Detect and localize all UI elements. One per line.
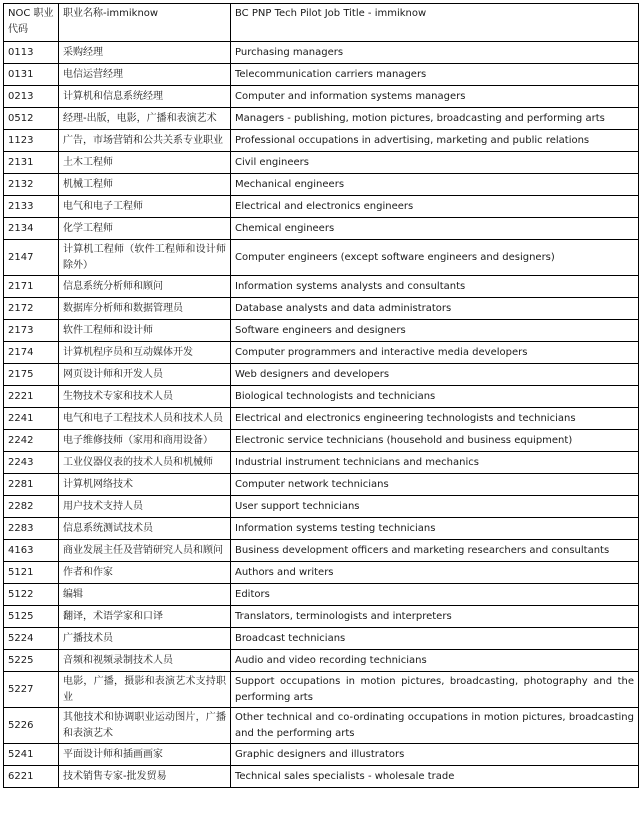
- table-row: [4, 744, 639, 766]
- chinese-title-cell: 计算机和信息系统经理: [59, 86, 231, 108]
- english-title-cell: Broadcast technicians: [231, 628, 639, 650]
- chinese-title-cell: 电气和电子工程师: [59, 196, 231, 218]
- header-english-title: BC PNP Tech Pilot Job Title - immiknow: [231, 4, 639, 42]
- chinese-title-cell: 用户技术支持人员: [59, 496, 231, 518]
- noc-code-cell: 5125: [4, 606, 59, 628]
- noc-code-cell: 6221: [4, 766, 59, 788]
- chinese-title-cell: 音频和视频录制技术人员: [59, 650, 231, 672]
- table-row: [4, 708, 639, 744]
- noc-code-cell: 2133: [4, 196, 59, 218]
- english-title-cell: Electrical and electronics engineers: [231, 196, 639, 218]
- table-row: [4, 342, 639, 364]
- table-row: [4, 672, 639, 708]
- english-title-cell: Mechanical engineers: [231, 174, 639, 196]
- noc-code-cell: 5241: [4, 744, 59, 766]
- chinese-title-cell: 作者和作家: [59, 562, 231, 584]
- table-row: [4, 298, 639, 320]
- table-row: [4, 364, 639, 386]
- english-title-cell: Business development officers and marketing researchers and consultants: [231, 540, 639, 562]
- chinese-title-cell: 工业仪器仪表的技术人员和机械师: [59, 452, 231, 474]
- table-row: [4, 584, 639, 606]
- table-row: [4, 766, 639, 788]
- table-row: [4, 320, 639, 342]
- chinese-title-cell: 采购经理: [59, 42, 231, 64]
- chinese-title-cell: 技术销售专家-批发贸易: [59, 766, 231, 788]
- english-title-cell: Civil engineers: [231, 152, 639, 174]
- chinese-title-cell: 经理-出版，电影，广播和表演艺术: [59, 108, 231, 130]
- english-title-cell: Web designers and developers: [231, 364, 639, 386]
- table-row: [4, 562, 639, 584]
- table-row: [4, 452, 639, 474]
- noc-code-cell: 5226: [4, 708, 59, 744]
- noc-code-cell: 2282: [4, 496, 59, 518]
- table-row: [4, 496, 639, 518]
- english-title-cell: Industrial instrument technicians and mechanics: [231, 452, 639, 474]
- table-row: [4, 42, 639, 64]
- noc-occupation-table: [3, 3, 639, 788]
- english-title-cell: Translators, terminologists and interpreters: [231, 606, 639, 628]
- noc-code-cell: 2173: [4, 320, 59, 342]
- english-title-cell: Information systems analysts and consultants: [231, 276, 639, 298]
- english-title-cell: Technical sales specialists - wholesale trade: [231, 766, 639, 788]
- table-row: [4, 218, 639, 240]
- chinese-title-cell: 计算机网络技术: [59, 474, 231, 496]
- english-title-cell: Authors and writers: [231, 562, 639, 584]
- chinese-title-cell: 电信运营经理: [59, 64, 231, 86]
- english-title-cell: Electronic service technicians (household and business equipment): [231, 430, 639, 452]
- table-row: [4, 430, 639, 452]
- noc-code-cell: 5121: [4, 562, 59, 584]
- table-row: [4, 130, 639, 152]
- noc-code-cell: 2147: [4, 240, 59, 276]
- table-row: [4, 386, 639, 408]
- table-row: [4, 408, 639, 430]
- english-title-cell: Computer engineers (except software engineers and designers): [231, 240, 639, 276]
- noc-code-cell: 2283: [4, 518, 59, 540]
- chinese-title-cell: 土木工程师: [59, 152, 231, 174]
- table-row: [4, 152, 639, 174]
- chinese-title-cell: 翻译，术语学家和口译: [59, 606, 231, 628]
- noc-code-cell: 2131: [4, 152, 59, 174]
- table-row: [4, 474, 639, 496]
- english-title-cell: Biological technologists and technicians: [231, 386, 639, 408]
- table-row: [4, 196, 639, 218]
- english-title-cell: Database analysts and data administrators: [231, 298, 639, 320]
- chinese-title-cell: 网页设计师和开发人员: [59, 364, 231, 386]
- noc-code-cell: 2174: [4, 342, 59, 364]
- noc-code-cell: 0131: [4, 64, 59, 86]
- chinese-title-cell: 广告，市场营销和公共关系专业职业: [59, 130, 231, 152]
- english-title-cell: Editors: [231, 584, 639, 606]
- header-noc-code: NOC 职业代码: [4, 4, 59, 42]
- noc-code-cell: 4163: [4, 540, 59, 562]
- chinese-title-cell: 商业发展主任及营销研究人员和顾问: [59, 540, 231, 562]
- chinese-title-cell: 计算机工程师（软件工程师和设计师除外）: [59, 240, 231, 276]
- noc-code-cell: 2172: [4, 298, 59, 320]
- noc-code-cell: 2281: [4, 474, 59, 496]
- table-row: [4, 86, 639, 108]
- chinese-title-cell: 数据库分析师和数据管理员: [59, 298, 231, 320]
- english-title-cell: Information systems testing technicians: [231, 518, 639, 540]
- noc-code-cell: 0512: [4, 108, 59, 130]
- table-header-row: [4, 4, 639, 42]
- table-row: [4, 628, 639, 650]
- english-title-cell: Electrical and electronics engineering technologists and technicians: [231, 408, 639, 430]
- table-row: [4, 174, 639, 196]
- english-title-cell: Professional occupations in advertising, marketing and public relations: [231, 130, 639, 152]
- noc-code-cell: 2134: [4, 218, 59, 240]
- english-title-cell: Support occupations in motion pictures, broadcasting, photography and the performing arts: [231, 672, 639, 708]
- chinese-title-cell: 机械工程师: [59, 174, 231, 196]
- english-title-cell: Software engineers and designers: [231, 320, 639, 342]
- english-title-cell: Audio and video recording technicians: [231, 650, 639, 672]
- english-title-cell: Purchasing managers: [231, 42, 639, 64]
- english-title-cell: User support technicians: [231, 496, 639, 518]
- english-title-cell: Graphic designers and illustrators: [231, 744, 639, 766]
- chinese-title-cell: 其他技术和协调职业运动图片，广播和表演艺术: [59, 708, 231, 744]
- english-title-cell: Computer and information systems managers: [231, 86, 639, 108]
- chinese-title-cell: 电影，广播，摄影和表演艺术支持职业: [59, 672, 231, 708]
- noc-code-cell: 0113: [4, 42, 59, 64]
- noc-code-cell: 5224: [4, 628, 59, 650]
- table-row: [4, 650, 639, 672]
- chinese-title-cell: 平面设计师和插画画家: [59, 744, 231, 766]
- noc-code-cell: 0213: [4, 86, 59, 108]
- noc-code-cell: 2241: [4, 408, 59, 430]
- chinese-title-cell: 软件工程师和设计师: [59, 320, 231, 342]
- english-title-cell: Other technical and co-ordinating occupations in motion pictures, broadcasting and the performing arts: [231, 708, 639, 744]
- noc-code-cell: 5227: [4, 672, 59, 708]
- chinese-title-cell: 电气和电子工程技术人员和技术人员: [59, 408, 231, 430]
- noc-code-cell: 2221: [4, 386, 59, 408]
- noc-code-cell: 2171: [4, 276, 59, 298]
- table-row: [4, 276, 639, 298]
- chinese-title-cell: 信息系统分析师和顾问: [59, 276, 231, 298]
- noc-code-cell: 1123: [4, 130, 59, 152]
- noc-code-cell: 2132: [4, 174, 59, 196]
- noc-code-cell: 5225: [4, 650, 59, 672]
- english-title-cell: Computer programmers and interactive media developers: [231, 342, 639, 364]
- noc-code-cell: 5122: [4, 584, 59, 606]
- chinese-title-cell: 编辑: [59, 584, 231, 606]
- chinese-title-cell: 计算机程序员和互动媒体开发: [59, 342, 231, 364]
- chinese-title-cell: 信息系统测试技术员: [59, 518, 231, 540]
- noc-code-cell: 2175: [4, 364, 59, 386]
- noc-code-cell: 2243: [4, 452, 59, 474]
- table-row: [4, 240, 639, 276]
- header-chinese-title: 职业名称-immiknow: [59, 4, 231, 42]
- table-row: [4, 540, 639, 562]
- chinese-title-cell: 化学工程师: [59, 218, 231, 240]
- english-title-cell: Managers - publishing, motion pictures, broadcasting and performing arts: [231, 108, 639, 130]
- english-title-cell: Telecommunication carriers managers: [231, 64, 639, 86]
- english-title-cell: Computer network technicians: [231, 474, 639, 496]
- table-row: [4, 64, 639, 86]
- english-title-cell: Chemical engineers: [231, 218, 639, 240]
- chinese-title-cell: 广播技术员: [59, 628, 231, 650]
- table-row: [4, 606, 639, 628]
- chinese-title-cell: 电子维修技师（家用和商用设备）: [59, 430, 231, 452]
- chinese-title-cell: 生物技术专家和技术人员: [59, 386, 231, 408]
- noc-code-cell: 2242: [4, 430, 59, 452]
- table-row: [4, 518, 639, 540]
- table-row: [4, 108, 639, 130]
